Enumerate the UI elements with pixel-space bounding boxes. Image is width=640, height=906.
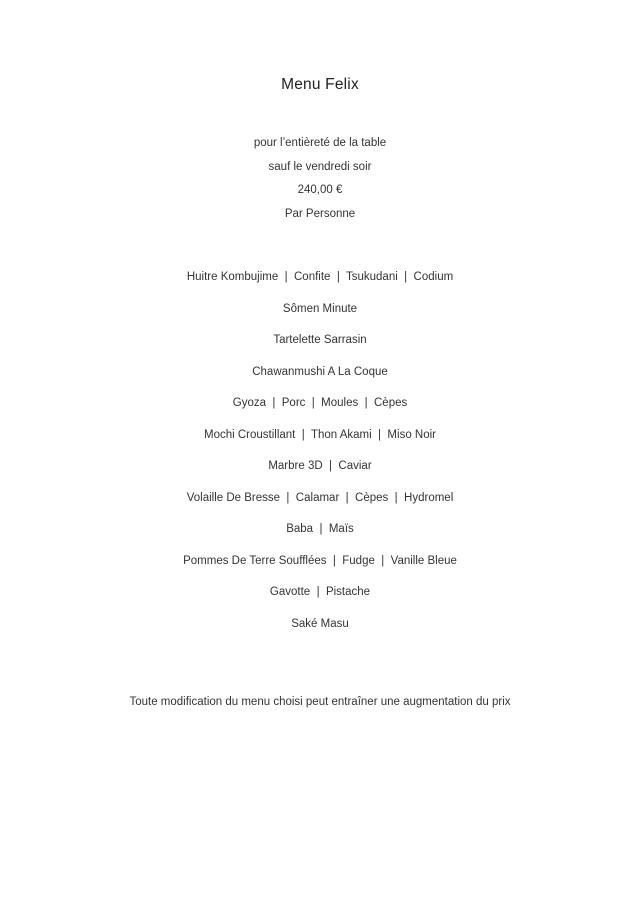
course-item: Saké Masu: [291, 618, 349, 630]
course-item: Huitre Kombujime | Confite | Tsukudani | Codium: [186, 271, 454, 283]
course-item: Gyoza | Porc | Moules | Cèpes: [232, 397, 408, 409]
course-item: Marbre 3D | Caviar: [268, 460, 372, 472]
course-item: Tartelette Sarrasin: [273, 334, 367, 346]
price-unit: Par Personne: [284, 208, 356, 220]
course-item: Pommes De Terre Soufflées | Fudge | Vanille Bleue: [183, 555, 457, 567]
course-item: Volaille De Bresse | Calamar | Cèpes | Hydromel: [186, 492, 454, 504]
course-item: Chawanmushi A La Coque: [252, 366, 388, 378]
menu-price: 240,00 €: [297, 184, 343, 196]
course-item: Sômen Minute: [282, 303, 358, 315]
footer-note: Toute modification du menu choisi peut entraîner une augmentation du prix: [129, 696, 511, 708]
course-item: Mochi Croustillant | Thon Akami | Miso Noir: [203, 429, 436, 441]
course-item: Gavotte | Pistache: [269, 586, 371, 598]
course-item: Baba | Maïs: [286, 523, 354, 535]
condition-day: sauf le vendredi soir: [268, 161, 372, 173]
menu-title: Menu Felix: [281, 76, 359, 93]
condition-table: pour l’entièreté de la table: [253, 137, 387, 149]
